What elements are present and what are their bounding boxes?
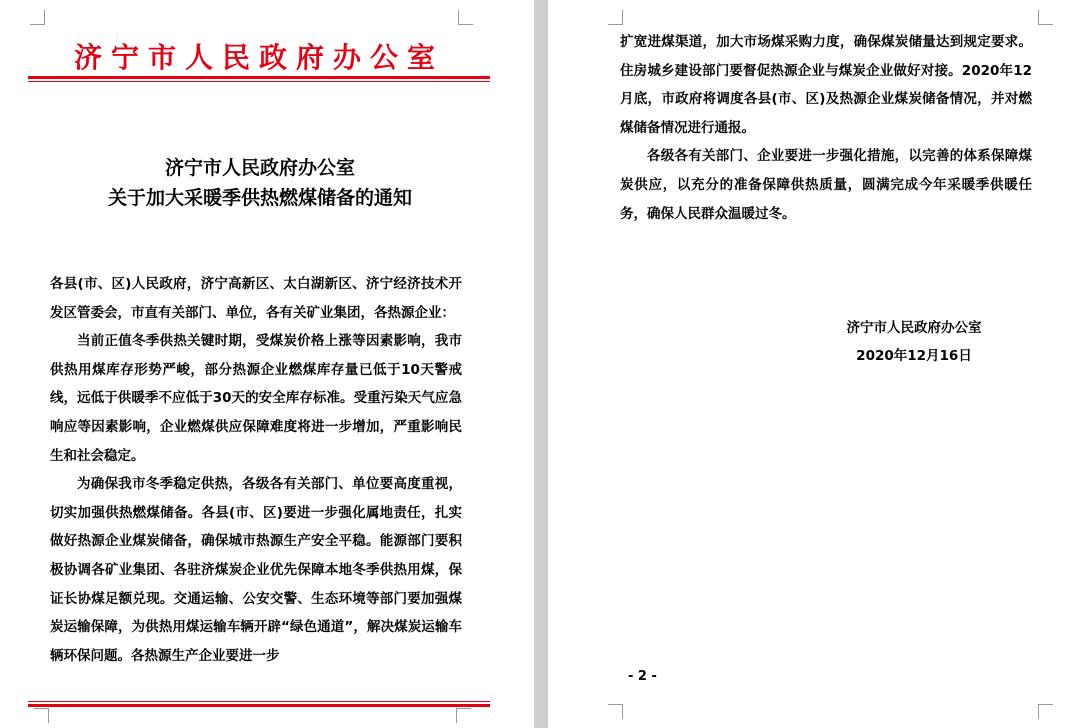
document-page-right [548, 0, 1080, 728]
right-page-body [620, 28, 1032, 228]
red-footer-rule-thin [28, 701, 490, 702]
addressee-paragraph: 各县(市、区)人民政府，济宁高新区、太白湖新区、济宁经济技术开发区管委会，市直有关部门、单位，各有关矿业集团，各热源企业： [50, 276, 462, 321]
signature-date: 2020年12月16日 [856, 348, 972, 364]
red-header-title: 济宁市人民政府办公室 [73, 41, 444, 74]
red-footer-rule-thick [28, 704, 490, 707]
body-paragraph-1: 当前正值冬季供热关键时期，受煤炭价格上涨等因素影响，我市供热用煤库存形势严峻，部分热源企业燃煤库存量已低于10天警戒线，远低于供暖季不应低于30天的安全库存标准。受重污染天气应急响应等因素影响，企业燃煤供应保障难度将进一步增加，严重影响民生和社会稳定。 [50, 333, 462, 464]
body-paragraph-continued: 扩宽进煤渠道，加大市场煤采购力度，确保煤炭储量达到规定要求。住房城乡建设部门要督促热源企业与煤炭企业做好对接。2020年12月底，市政府将调度各县(市、区)及热源企业煤炭储备情况，并对燃煤储备情况进行通报。 [620, 34, 1032, 136]
crop-mark-top-left [30, 10, 45, 25]
crop-mark-bottom-right [1038, 704, 1053, 719]
document-title-line-2: 关于加大采暖季供热燃煤储备的通知 [107, 187, 412, 209]
crop-mark-top-right [458, 10, 473, 25]
document-page-left [0, 0, 534, 728]
crop-mark-bottom-right [456, 708, 471, 723]
red-header-rule-thin [28, 81, 490, 82]
crop-mark-top-right [1038, 10, 1053, 25]
crop-mark-bottom-left [34, 708, 49, 723]
page-number: - 2 - [628, 669, 657, 684]
document-title-line-1: 济宁市人民政府办公室 [164, 157, 355, 179]
left-page-body [50, 270, 462, 670]
crop-mark-bottom-left [608, 704, 623, 719]
page-gutter [534, 0, 548, 728]
crop-mark-top-left [608, 10, 623, 25]
body-paragraph-2: 为确保我市冬季稳定供热，各级各有关部门、单位要高度重视，切实加强供热燃煤储备。各县(市、区)要进一步强化属地责任，扎实做好热源企业煤炭储备，确保城市热源生产安全平稳。能源部门要积极协调各矿业集团、各驻济煤炭企业优先保障本地冬季供热用煤，保证长协煤足额兑现。交通运输、公安交警、生态环境等部门要加强煤炭运输保障，为供热用煤运输车辆开辟“绿色通道”，解决煤炭运输车辆环保问题。各热源生产企业要进一步 [50, 476, 462, 664]
red-header-rule-thick [28, 76, 490, 79]
signature-organization: 济宁市人民政府办公室 [846, 320, 982, 336]
body-paragraph-3: 各级各有关部门、企业要进一步强化措施，以完善的体系保障煤炭供应，以充分的准备保障供热质量，圆满完成今年采暖季供暖任务，确保人民群众温暖过冬。 [620, 148, 1032, 222]
